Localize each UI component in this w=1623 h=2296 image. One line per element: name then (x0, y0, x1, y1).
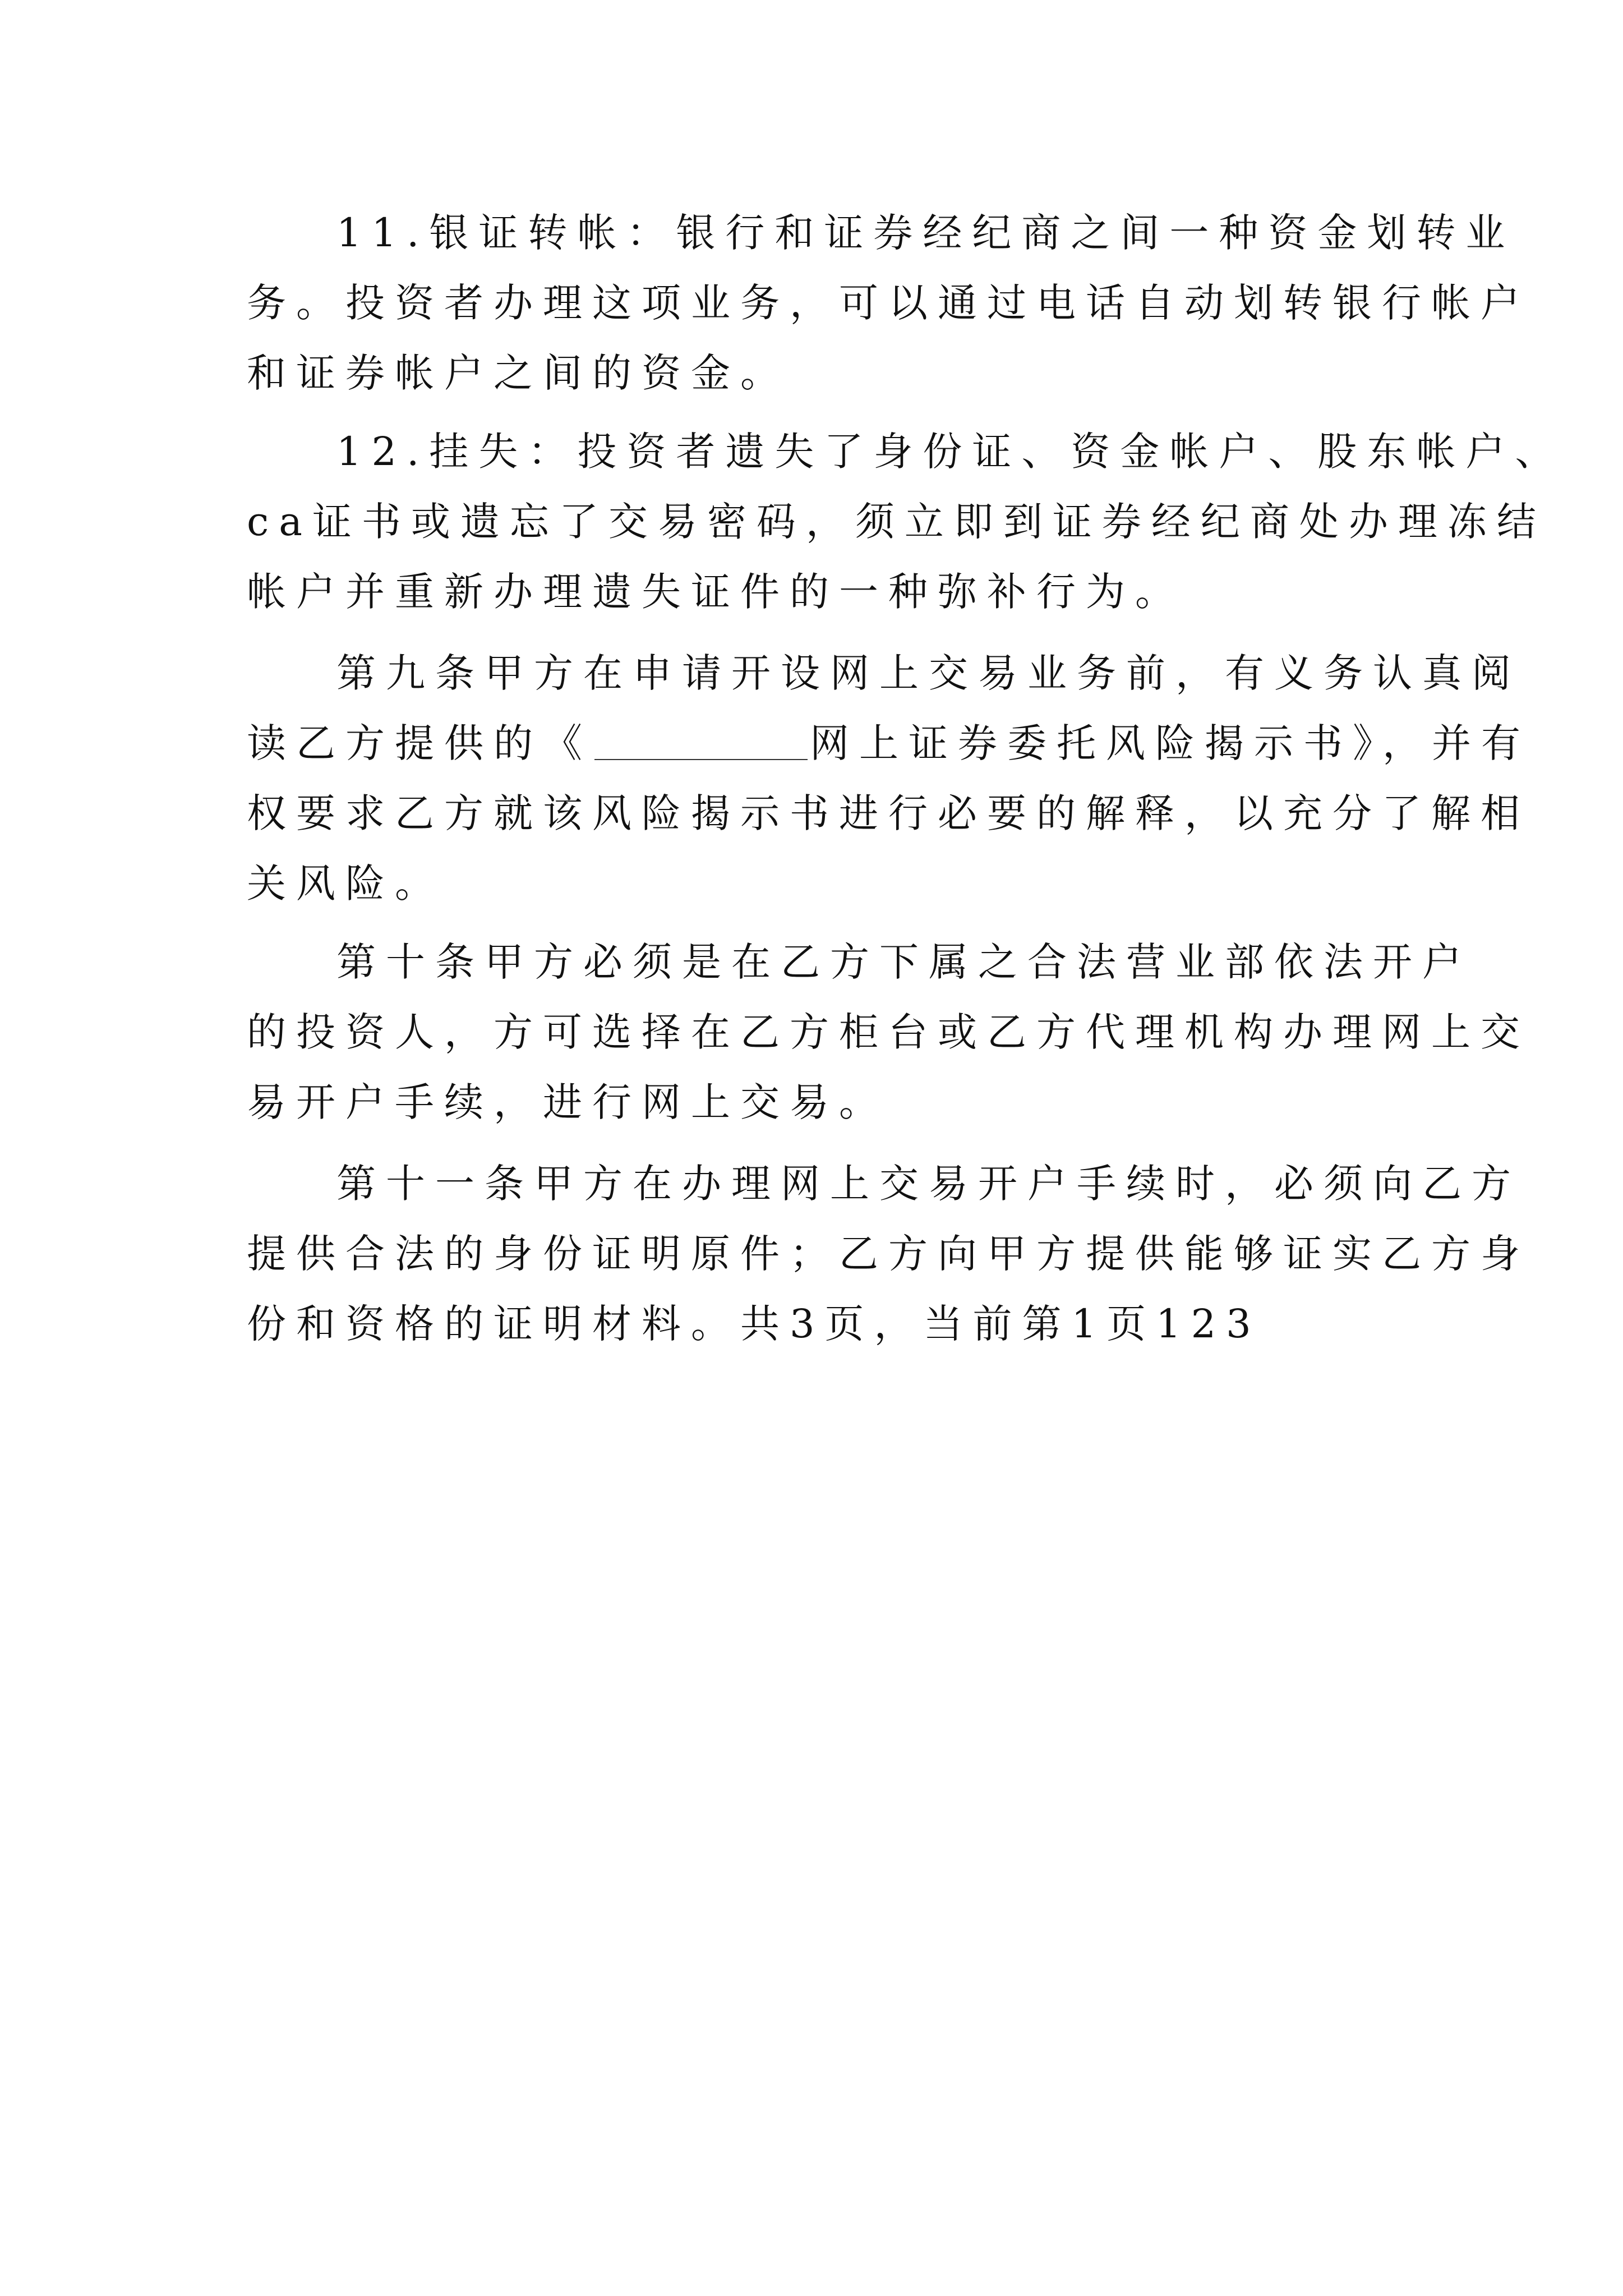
fill-in-blank (594, 725, 808, 760)
article-11-line-2: 提供合法的身份证明原件；乙方向甲方提供能够证实乙方身 (247, 1231, 1530, 1277)
article-9-line-2-start: 读乙方提供的《 (247, 720, 592, 766)
article-10-line-2: 的投资人，方可选择在乙方柜台或乙方代理机构办理网上交 (247, 1009, 1530, 1055)
article-9-line-2 (247, 718, 1530, 769)
article-9-line-3: 权要求乙方就该风险揭示书进行必要的解释，以充分了解相 (247, 790, 1530, 836)
paragraph-12-line-2: ca证书或遗忘了交易密码，须立即到证券经纪商处办理冻结 (247, 499, 1546, 545)
paragraph-12-line-1: 12.挂失：投资者遗失了身份证、资金帐户、股东帐户、 (336, 429, 1565, 475)
article-10-line-3: 易开户手续，进行网上交易。 (247, 1079, 888, 1125)
paragraph-11-line-3: 和证券帐户之间的资金。 (247, 350, 790, 396)
article-11-line-1: 第十一条甲方在办理网上交易开户手续时，必须向乙方 (336, 1161, 1521, 1207)
article-9-line-2-end: 网上证券委托风险揭示书》，并有 (810, 720, 1530, 766)
article-11-line-3: 份和资格的证明材料。共3页，当前第1页123 (247, 1301, 1261, 1347)
article-9-line-4: 关风险。 (247, 861, 444, 907)
article-9-line-1: 第九条甲方在申请开设网上交易业务前，有义务认真阅 (336, 650, 1521, 696)
paragraph-11-line-1: 11.银证转帐：银行和证券经纪商之间一种资金划转业 (336, 210, 1515, 256)
paragraph-12-line-3: 帐户并重新办理遗失证件的一种弥补行为。 (247, 569, 1184, 615)
article-10-line-1: 第十条甲方必须是在乙方下属之合法营业部依法开户 (336, 939, 1472, 985)
paragraph-11-line-2: 务。投资者办理这项业务，可以通过电话自动划转银行帐户 (247, 280, 1530, 326)
